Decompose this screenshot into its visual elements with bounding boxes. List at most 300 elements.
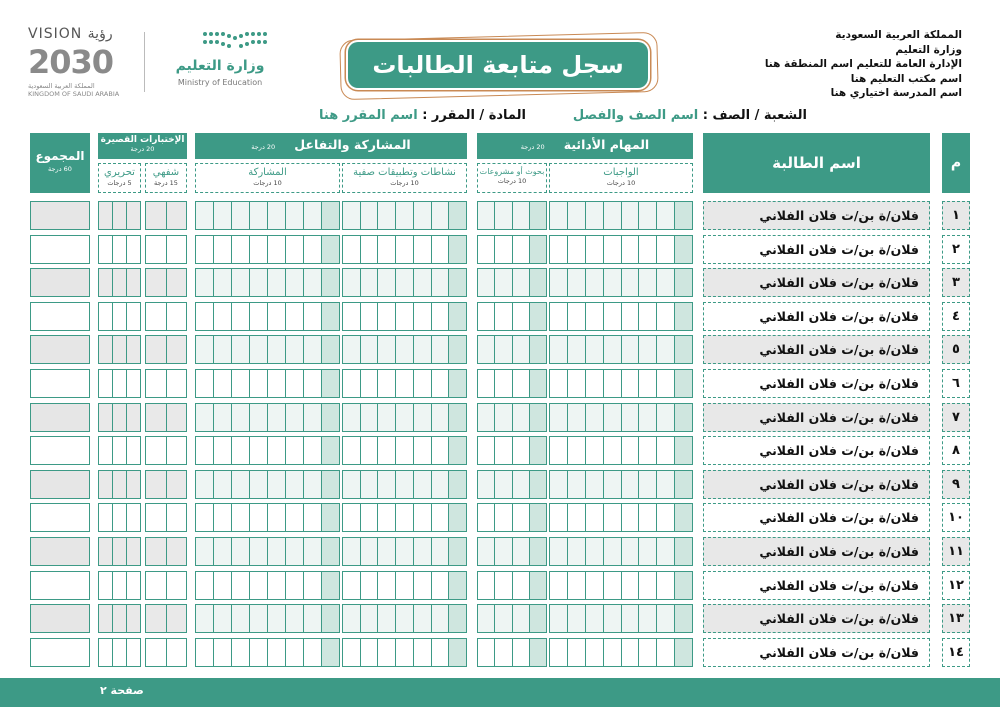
grade-cell[interactable] — [231, 639, 249, 666]
grade-cell[interactable] — [267, 404, 285, 431]
grade-cell[interactable] — [360, 572, 378, 599]
grade-cell[interactable] — [303, 437, 321, 464]
grade-cell[interactable] — [166, 336, 187, 363]
grade-cell[interactable] — [99, 504, 112, 531]
grade-cell[interactable] — [303, 202, 321, 229]
grade-cell[interactable] — [249, 202, 267, 229]
grade-cell[interactable] — [431, 370, 449, 397]
grade-cell[interactable] — [231, 572, 249, 599]
grade-cell[interactable] — [231, 504, 249, 531]
grade-cell[interactable] — [343, 303, 360, 330]
grade-cell[interactable] — [603, 504, 621, 531]
grade-cell[interactable] — [603, 303, 621, 330]
grade-cell[interactable] — [166, 370, 187, 397]
grade-cell[interactable] — [448, 639, 466, 666]
grade-cell[interactable] — [343, 538, 360, 565]
grade-cell[interactable] — [550, 202, 567, 229]
grade-cell[interactable] — [360, 404, 378, 431]
grade-cell[interactable] — [303, 504, 321, 531]
grade-cell[interactable] — [603, 404, 621, 431]
grade-cell[interactable] — [656, 404, 674, 431]
grade-cell[interactable] — [99, 236, 112, 263]
total-cell[interactable] — [30, 302, 90, 331]
grade-cell[interactable] — [529, 202, 546, 229]
grade-cell[interactable] — [112, 639, 126, 666]
total-cell[interactable] — [30, 235, 90, 264]
grade-cell[interactable] — [166, 471, 187, 498]
grade-cell[interactable] — [360, 471, 378, 498]
grade-cell[interactable] — [343, 404, 360, 431]
grade-cell[interactable] — [126, 336, 140, 363]
grade-cell[interactable] — [213, 303, 231, 330]
grade-cell[interactable] — [512, 538, 529, 565]
grade-cell[interactable] — [166, 572, 187, 599]
grade-cell[interactable] — [360, 303, 378, 330]
grade-cell[interactable] — [360, 269, 378, 296]
grade-cell[interactable] — [656, 236, 674, 263]
grade-cell[interactable] — [494, 605, 511, 632]
grade-cell[interactable] — [621, 572, 639, 599]
grade-cell[interactable] — [638, 404, 656, 431]
grade-cell[interactable] — [303, 605, 321, 632]
grade-cell[interactable] — [146, 605, 166, 632]
grade-cell[interactable] — [448, 437, 466, 464]
grade-cell[interactable] — [196, 437, 213, 464]
grade-cell[interactable] — [360, 370, 378, 397]
grade-cell[interactable] — [112, 504, 126, 531]
grade-cell[interactable] — [321, 605, 339, 632]
grade-cell[interactable] — [638, 538, 656, 565]
grade-cell[interactable] — [550, 336, 567, 363]
grade-cell[interactable] — [267, 236, 285, 263]
grade-cell[interactable] — [550, 437, 567, 464]
grade-cell[interactable] — [603, 202, 621, 229]
grade-cell[interactable] — [321, 437, 339, 464]
grade-cell[interactable] — [285, 538, 303, 565]
grade-cell[interactable] — [478, 404, 494, 431]
grade-cell[interactable] — [448, 269, 466, 296]
grade-cell[interactable] — [529, 303, 546, 330]
grade-cell[interactable] — [512, 437, 529, 464]
total-cell[interactable] — [30, 436, 90, 465]
grade-cell[interactable] — [550, 404, 567, 431]
grade-cell[interactable] — [303, 336, 321, 363]
grade-cell[interactable] — [377, 471, 395, 498]
grade-cell[interactable] — [343, 236, 360, 263]
grade-cell[interactable] — [674, 202, 692, 229]
grade-cell[interactable] — [585, 202, 603, 229]
grade-cell[interactable] — [285, 639, 303, 666]
grade-cell[interactable] — [413, 538, 431, 565]
grade-cell[interactable] — [112, 538, 126, 565]
grade-cell[interactable] — [126, 370, 140, 397]
grade-cell[interactable] — [656, 303, 674, 330]
grade-cell[interactable] — [395, 336, 413, 363]
grade-cell[interactable] — [656, 336, 674, 363]
grade-cell[interactable] — [494, 538, 511, 565]
grade-cell[interactable] — [231, 269, 249, 296]
grade-cell[interactable] — [303, 538, 321, 565]
grade-cell[interactable] — [231, 303, 249, 330]
grade-cell[interactable] — [285, 236, 303, 263]
grade-cell[interactable] — [196, 538, 213, 565]
grade-cell[interactable] — [377, 639, 395, 666]
grade-cell[interactable] — [638, 639, 656, 666]
grade-cell[interactable] — [529, 504, 546, 531]
grade-cell[interactable] — [99, 303, 112, 330]
grade-cell[interactable] — [99, 538, 112, 565]
grade-cell[interactable] — [231, 202, 249, 229]
grade-cell[interactable] — [303, 471, 321, 498]
grade-cell[interactable] — [395, 605, 413, 632]
grade-cell[interactable] — [431, 471, 449, 498]
grade-cell[interactable] — [585, 504, 603, 531]
grade-cell[interactable] — [529, 639, 546, 666]
grade-cell[interactable] — [196, 639, 213, 666]
grade-cell[interactable] — [550, 504, 567, 531]
grade-cell[interactable] — [267, 370, 285, 397]
grade-cell[interactable] — [343, 370, 360, 397]
grade-cell[interactable] — [529, 538, 546, 565]
grade-cell[interactable] — [478, 370, 494, 397]
grade-cell[interactable] — [395, 471, 413, 498]
grade-cell[interactable] — [567, 202, 585, 229]
grade-cell[interactable] — [231, 605, 249, 632]
grade-cell[interactable] — [377, 437, 395, 464]
total-cell[interactable] — [30, 335, 90, 364]
grade-cell[interactable] — [550, 370, 567, 397]
grade-cell[interactable] — [303, 639, 321, 666]
grade-cell[interactable] — [377, 538, 395, 565]
grade-cell[interactable] — [285, 303, 303, 330]
grade-cell[interactable] — [448, 605, 466, 632]
grade-cell[interactable] — [249, 538, 267, 565]
grade-cell[interactable] — [146, 639, 166, 666]
grade-cell[interactable] — [674, 538, 692, 565]
grade-cell[interactable] — [303, 572, 321, 599]
grade-cell[interactable] — [377, 572, 395, 599]
grade-cell[interactable] — [585, 471, 603, 498]
grade-cell[interactable] — [674, 471, 692, 498]
grade-cell[interactable] — [395, 639, 413, 666]
grade-cell[interactable] — [567, 504, 585, 531]
grade-cell[interactable] — [303, 236, 321, 263]
grade-cell[interactable] — [621, 303, 639, 330]
grade-cell[interactable] — [567, 236, 585, 263]
grade-cell[interactable] — [674, 639, 692, 666]
grade-cell[interactable] — [656, 605, 674, 632]
grade-cell[interactable] — [213, 336, 231, 363]
grade-cell[interactable] — [213, 269, 231, 296]
grade-cell[interactable] — [603, 639, 621, 666]
grade-cell[interactable] — [249, 504, 267, 531]
grade-cell[interactable] — [249, 639, 267, 666]
grade-cell[interactable] — [395, 404, 413, 431]
grade-cell[interactable] — [674, 572, 692, 599]
grade-cell[interactable] — [567, 404, 585, 431]
grade-cell[interactable] — [674, 236, 692, 263]
grade-cell[interactable] — [196, 404, 213, 431]
grade-cell[interactable] — [512, 504, 529, 531]
grade-cell[interactable] — [321, 236, 339, 263]
total-cell[interactable] — [30, 571, 90, 600]
grade-cell[interactable] — [494, 437, 511, 464]
grade-cell[interactable] — [529, 437, 546, 464]
grade-cell[interactable] — [112, 202, 126, 229]
grade-cell[interactable] — [112, 471, 126, 498]
grade-cell[interactable] — [99, 639, 112, 666]
grade-cell[interactable] — [249, 370, 267, 397]
grade-cell[interactable] — [448, 538, 466, 565]
grade-cell[interactable] — [196, 471, 213, 498]
grade-cell[interactable] — [448, 572, 466, 599]
grade-cell[interactable] — [343, 605, 360, 632]
grade-cell[interactable] — [512, 336, 529, 363]
grade-cell[interactable] — [621, 336, 639, 363]
total-cell[interactable] — [30, 638, 90, 667]
grade-cell[interactable] — [603, 471, 621, 498]
grade-cell[interactable] — [112, 336, 126, 363]
grade-cell[interactable] — [448, 303, 466, 330]
grade-cell[interactable] — [529, 236, 546, 263]
grade-cell[interactable] — [638, 605, 656, 632]
grade-cell[interactable] — [166, 303, 187, 330]
grade-cell[interactable] — [529, 572, 546, 599]
grade-cell[interactable] — [621, 202, 639, 229]
grade-cell[interactable] — [395, 437, 413, 464]
grade-cell[interactable] — [585, 370, 603, 397]
grade-cell[interactable] — [413, 236, 431, 263]
grade-cell[interactable] — [431, 639, 449, 666]
grade-cell[interactable] — [126, 605, 140, 632]
grade-cell[interactable] — [395, 370, 413, 397]
grade-cell[interactable] — [585, 303, 603, 330]
grade-cell[interactable] — [529, 269, 546, 296]
grade-cell[interactable] — [567, 538, 585, 565]
grade-cell[interactable] — [413, 269, 431, 296]
grade-cell[interactable] — [249, 572, 267, 599]
grade-cell[interactable] — [621, 269, 639, 296]
grade-cell[interactable] — [126, 202, 140, 229]
grade-cell[interactable] — [285, 404, 303, 431]
grade-cell[interactable] — [343, 336, 360, 363]
grade-cell[interactable] — [267, 269, 285, 296]
grade-cell[interactable] — [656, 202, 674, 229]
grade-cell[interactable] — [196, 202, 213, 229]
grade-cell[interactable] — [285, 471, 303, 498]
grade-cell[interactable] — [249, 605, 267, 632]
grade-cell[interactable] — [413, 639, 431, 666]
grade-cell[interactable] — [99, 437, 112, 464]
grade-cell[interactable] — [99, 404, 112, 431]
grade-cell[interactable] — [146, 404, 166, 431]
grade-cell[interactable] — [249, 303, 267, 330]
grade-cell[interactable] — [494, 404, 511, 431]
grade-cell[interactable] — [656, 639, 674, 666]
grade-cell[interactable] — [377, 370, 395, 397]
grade-cell[interactable] — [674, 269, 692, 296]
grade-cell[interactable] — [621, 639, 639, 666]
grade-cell[interactable] — [231, 370, 249, 397]
grade-cell[interactable] — [146, 437, 166, 464]
grade-cell[interactable] — [112, 370, 126, 397]
grade-cell[interactable] — [603, 437, 621, 464]
grade-cell[interactable] — [529, 605, 546, 632]
grade-cell[interactable] — [303, 404, 321, 431]
grade-cell[interactable] — [377, 504, 395, 531]
grade-cell[interactable] — [112, 236, 126, 263]
grade-cell[interactable] — [621, 370, 639, 397]
grade-cell[interactable] — [395, 504, 413, 531]
grade-cell[interactable] — [213, 404, 231, 431]
grade-cell[interactable] — [99, 336, 112, 363]
grade-cell[interactable] — [674, 605, 692, 632]
grade-cell[interactable] — [360, 236, 378, 263]
grade-cell[interactable] — [213, 437, 231, 464]
grade-cell[interactable] — [478, 303, 494, 330]
grade-cell[interactable] — [360, 202, 378, 229]
grade-cell[interactable] — [267, 471, 285, 498]
grade-cell[interactable] — [567, 572, 585, 599]
grade-cell[interactable] — [621, 404, 639, 431]
grade-cell[interactable] — [529, 404, 546, 431]
grade-cell[interactable] — [285, 269, 303, 296]
grade-cell[interactable] — [249, 404, 267, 431]
grade-cell[interactable] — [112, 404, 126, 431]
grade-cell[interactable] — [126, 471, 140, 498]
grade-cell[interactable] — [377, 202, 395, 229]
grade-cell[interactable] — [231, 437, 249, 464]
grade-cell[interactable] — [285, 572, 303, 599]
grade-cell[interactable] — [146, 504, 166, 531]
grade-cell[interactable] — [674, 370, 692, 397]
grade-cell[interactable] — [321, 269, 339, 296]
grade-cell[interactable] — [585, 437, 603, 464]
grade-cell[interactable] — [196, 504, 213, 531]
grade-cell[interactable] — [567, 437, 585, 464]
grade-cell[interactable] — [395, 303, 413, 330]
grade-cell[interactable] — [166, 202, 187, 229]
grade-cell[interactable] — [360, 336, 378, 363]
grade-cell[interactable] — [343, 202, 360, 229]
grade-cell[interactable] — [343, 639, 360, 666]
grade-cell[interactable] — [431, 236, 449, 263]
grade-cell[interactable] — [621, 471, 639, 498]
grade-cell[interactable] — [285, 370, 303, 397]
grade-cell[interactable] — [478, 236, 494, 263]
grade-cell[interactable] — [512, 572, 529, 599]
grade-cell[interactable] — [126, 303, 140, 330]
grade-cell[interactable] — [550, 471, 567, 498]
grade-cell[interactable] — [196, 572, 213, 599]
grade-cell[interactable] — [166, 404, 187, 431]
grade-cell[interactable] — [621, 605, 639, 632]
grade-cell[interactable] — [585, 639, 603, 666]
grade-cell[interactable] — [395, 269, 413, 296]
grade-cell[interactable] — [213, 572, 231, 599]
grade-cell[interactable] — [285, 202, 303, 229]
grade-cell[interactable] — [395, 538, 413, 565]
grade-cell[interactable] — [638, 572, 656, 599]
grade-cell[interactable] — [166, 437, 187, 464]
grade-cell[interactable] — [529, 370, 546, 397]
grade-cell[interactable] — [267, 202, 285, 229]
grade-cell[interactable] — [478, 269, 494, 296]
grade-cell[interactable] — [267, 639, 285, 666]
grade-cell[interactable] — [395, 202, 413, 229]
grade-cell[interactable] — [213, 504, 231, 531]
grade-cell[interactable] — [656, 471, 674, 498]
grade-cell[interactable] — [126, 639, 140, 666]
grade-cell[interactable] — [638, 269, 656, 296]
grade-cell[interactable] — [674, 404, 692, 431]
grade-cell[interactable] — [478, 572, 494, 599]
grade-cell[interactable] — [567, 605, 585, 632]
grade-cell[interactable] — [112, 437, 126, 464]
grade-cell[interactable] — [621, 504, 639, 531]
grade-cell[interactable] — [166, 269, 187, 296]
grade-cell[interactable] — [550, 639, 567, 666]
grade-cell[interactable] — [550, 538, 567, 565]
grade-cell[interactable] — [196, 269, 213, 296]
grade-cell[interactable] — [360, 605, 378, 632]
grade-cell[interactable] — [494, 202, 511, 229]
grade-cell[interactable] — [213, 202, 231, 229]
grade-cell[interactable] — [146, 269, 166, 296]
grade-cell[interactable] — [231, 336, 249, 363]
grade-cell[interactable] — [146, 471, 166, 498]
grade-cell[interactable] — [321, 370, 339, 397]
grade-cell[interactable] — [529, 336, 546, 363]
grade-cell[interactable] — [112, 572, 126, 599]
grade-cell[interactable] — [196, 336, 213, 363]
grade-cell[interactable] — [550, 269, 567, 296]
grade-cell[interactable] — [285, 605, 303, 632]
grade-cell[interactable] — [494, 504, 511, 531]
grade-cell[interactable] — [249, 269, 267, 296]
total-cell[interactable] — [30, 503, 90, 532]
grade-cell[interactable] — [431, 504, 449, 531]
grade-cell[interactable] — [585, 605, 603, 632]
grade-cell[interactable] — [126, 572, 140, 599]
grade-cell[interactable] — [146, 538, 166, 565]
grade-cell[interactable] — [267, 504, 285, 531]
grade-cell[interactable] — [431, 336, 449, 363]
grade-cell[interactable] — [267, 572, 285, 599]
grade-cell[interactable] — [99, 471, 112, 498]
grade-cell[interactable] — [431, 269, 449, 296]
grade-cell[interactable] — [377, 236, 395, 263]
grade-cell[interactable] — [249, 437, 267, 464]
grade-cell[interactable] — [126, 504, 140, 531]
grade-cell[interactable] — [448, 504, 466, 531]
grade-cell[interactable] — [146, 336, 166, 363]
grade-cell[interactable] — [431, 404, 449, 431]
grade-cell[interactable] — [360, 639, 378, 666]
grade-cell[interactable] — [126, 236, 140, 263]
grade-cell[interactable] — [674, 303, 692, 330]
grade-cell[interactable] — [494, 639, 511, 666]
grade-cell[interactable] — [267, 303, 285, 330]
grade-cell[interactable] — [213, 236, 231, 263]
grade-cell[interactable] — [213, 370, 231, 397]
grade-cell[interactable] — [267, 605, 285, 632]
grade-cell[interactable] — [512, 370, 529, 397]
grade-cell[interactable] — [267, 538, 285, 565]
grade-cell[interactable] — [213, 538, 231, 565]
grade-cell[interactable] — [512, 471, 529, 498]
grade-cell[interactable] — [146, 303, 166, 330]
